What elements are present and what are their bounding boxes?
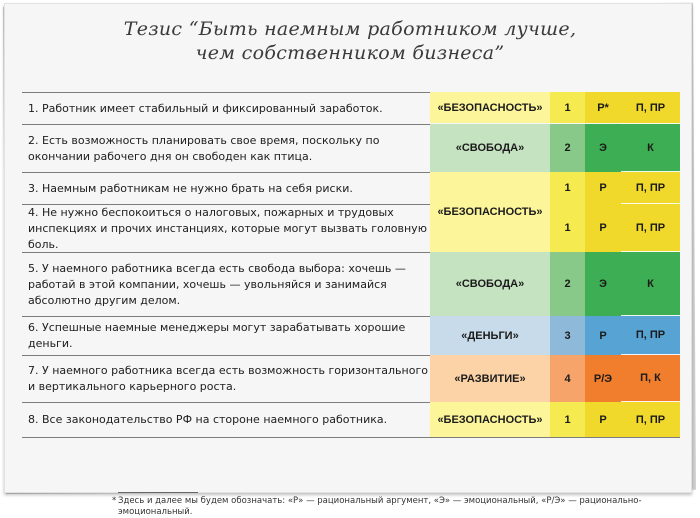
title-line-1: Тезис “Быть наемным работником лучше, [123,18,577,40]
row-4-code: П, ПР [621,204,680,252]
row-6-text: 6. Успешные наемные менеджеры могут зарабатывать хорошие деньги. [28,321,406,350]
row-divider [22,437,680,438]
row-2-text: 2. Есть возможность планировать свое время, поскольку по окончании рабочего дня он свободен как птица. [28,133,380,163]
row-6-type: Р [585,316,621,355]
footnote-text: Здесь и далее мы будем обозначать: «Р» — рациональный аргумент, «Э» — эмоциональный, «Р/Э» — рационально-эмоциональный. [118,496,642,517]
row-4-text: 4. Не нужно беспокоиться о налоговых, пожарных и трудовых инспекциях и прочих инстанциях, которые могут вызвать головную боль. [28,205,427,251]
row-3-code: П, ПР [621,172,680,204]
footnote-star: * [112,496,117,506]
row-5-type: Э [585,252,621,316]
row-5-category: «СВОБОДА» [430,252,550,316]
row-8-number: 1 [550,402,585,437]
row-3-number: 1 [550,172,585,204]
row-1-type: Р* [585,92,621,123]
row-2-category: «СВОБОДА» [430,124,550,172]
row-8-text: 8. Все законодательство РФ на стороне наемного работника. [28,413,388,426]
row-4-type: Р [585,204,621,252]
footnote-rule [118,492,198,493]
row-8-category: «БЕЗОПАСНОСТЬ» [430,402,550,437]
row-3-text: 3. Наемным работникам не нужно брать на себя риски. [28,181,353,195]
thesis-title [0,17,700,65]
rows-3-4-category: «БЕЗОПАСНОСТЬ» [430,172,550,252]
row-6-category: «ДЕНЬГИ» [430,316,550,355]
row-8-type: Р [585,402,621,437]
title-line-2: чем собственником бизнеса” [195,42,505,64]
row-1-code: П, ПР [621,92,680,124]
row-5-text: 5. У наемного работника всегда есть свобода выбора: хочешь — работай в этой компании, хочешь — увольняйся и занимайся абсолютно другим делом. [28,262,406,307]
row-7-text: 7. У наемного работника всегда есть возможность горизонтального и вертикального карьерного роста. [28,364,428,393]
row-6-code: П, ПР [621,316,680,355]
row-8-code: П, ПР [621,402,680,437]
row-7-type: Р/Э [585,355,621,402]
row-2-code: К [621,124,680,172]
row-1-text: 1. Работник имеет стабильный и фиксированный заработок. [28,101,383,115]
row-4-number: 1 [550,204,585,252]
row-7-number: 4 [550,355,585,402]
row-1-category: «БЕЗОПАСНОСТЬ» [430,92,550,123]
row-6-number: 3 [550,316,585,355]
row-2-number: 2 [550,124,585,172]
row-1-number: 1 [550,92,585,123]
row-3-type: Р [585,172,621,204]
row-5-number: 2 [550,252,585,316]
row-2-type: Э [585,124,621,172]
row-7-code: П, К [621,355,680,402]
footnote [112,496,678,518]
row-5-code: К [621,252,680,316]
row-7-category: «РАЗВИТИЕ» [430,355,550,402]
